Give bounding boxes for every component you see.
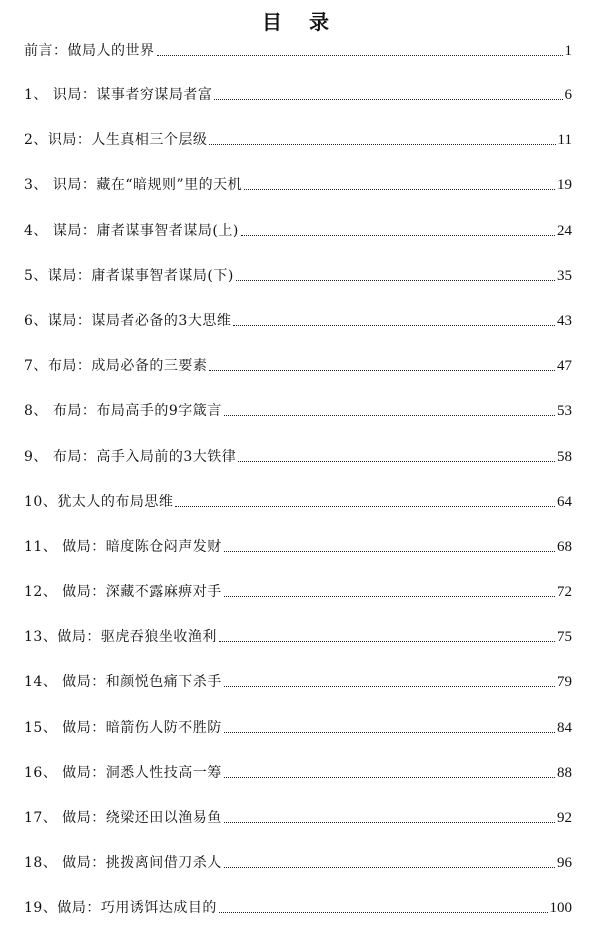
toc-entry-page: 88: [557, 764, 572, 781]
toc-entry-page: 92: [557, 810, 572, 826]
toc-leader-dots: [224, 551, 555, 552]
toc-entry: [24, 536, 572, 558]
toc-leader-dots: [224, 822, 555, 823]
toc-entry: [24, 400, 572, 422]
toc-entry-label: 11、 做局：暗度陈仓闷声发财: [24, 538, 222, 555]
toc-leader-dots: [224, 867, 555, 868]
toc-leader-dots: [175, 506, 555, 507]
toc-leader-dots: [209, 144, 555, 145]
toc-leader-dots: [224, 415, 555, 416]
toc-entry-page: 53: [557, 403, 572, 420]
toc-entry-label: 19、做局：巧用诱饵达成目的: [24, 900, 217, 917]
toc-entry-page: 19: [557, 177, 572, 194]
toc-leader-dots: [214, 99, 562, 100]
toc-entry: [24, 717, 572, 739]
toc-entry-label: 7、布局：成局必备的三要素: [24, 358, 208, 375]
toc-leader-dots: [224, 732, 555, 733]
toc-entry-label: 8、 布局：布局高手的9字箴言: [24, 403, 222, 420]
toc-entry-label: 前言：做局人的世界: [24, 43, 155, 59]
toc-entry: [24, 129, 572, 151]
toc-entry: [24, 762, 572, 784]
toc-entry-page: 64: [557, 493, 572, 510]
toc-entry: [24, 84, 572, 106]
toc-entry-page: 58: [557, 448, 572, 465]
toc-entry-page: 75: [557, 629, 572, 646]
toc-entry: [24, 220, 572, 242]
toc-entry-label: 13、做局：驱虎吞狼坐收渔利: [24, 629, 217, 646]
toc-entry-page: 11: [557, 132, 572, 149]
toc-entry: [24, 807, 572, 829]
toc-entry: [24, 626, 572, 648]
toc-entry: [24, 581, 572, 603]
toc-entry-label: 1、 识局：谋事者穷谋局者富: [24, 87, 213, 103]
toc-list: [24, 40, 572, 943]
toc-entry: [24, 852, 572, 874]
toc-entry-label: 6、谋局：谋局者必备的3大思维: [24, 312, 232, 329]
toc-entry: [24, 446, 572, 468]
toc-entry-label: 10、犹太人的布局思维: [24, 493, 174, 510]
toc-entry: [24, 40, 572, 62]
toc-entry: [24, 897, 572, 919]
toc-leader-dots: [157, 55, 563, 56]
toc-entry-label: 3、 识局：藏在“暗规则”里的天机: [24, 177, 243, 194]
toc-entry: [24, 355, 572, 377]
toc-entry-label: 2、识局：人生真相三个层级: [24, 132, 208, 149]
toc-entry-page: 43: [557, 312, 572, 329]
toc-leader-dots: [224, 777, 555, 778]
toc-entry-label: 12、 做局：深藏不露麻痹对手: [24, 584, 222, 601]
toc-leader-dots: [236, 280, 555, 281]
toc-entry-label: 14、 做局：和颜悦色痛下杀手: [24, 674, 222, 691]
toc-entry: [24, 265, 572, 287]
toc-entry-page: 79: [557, 674, 572, 691]
toc-entry-label: 18、 做局：挑拨离间借刀杀人: [24, 855, 222, 872]
toc-entry-page: 6: [564, 87, 572, 103]
toc-entry-page: 47: [557, 358, 572, 375]
toc-entry-page: 96: [557, 855, 572, 872]
toc-entry-label: 15、 做局：暗箭伤人防不胜防: [24, 719, 222, 736]
toc-entry-page: 35: [557, 267, 572, 284]
toc-leader-dots: [209, 370, 555, 371]
toc-entry-label: 9、 布局：高手入局前的3大铁律: [24, 448, 237, 465]
toc-leader-dots: [224, 686, 555, 687]
toc-leader-dots: [244, 189, 555, 190]
toc-entry-page: 68: [557, 538, 572, 555]
toc-entry: [24, 491, 572, 513]
toc-leader-dots: [224, 596, 555, 597]
toc-leader-dots: [219, 912, 548, 913]
toc-entry-page: 24: [557, 222, 572, 239]
toc-entry-label: 16、 做局：洞悉人性技高一筹: [24, 764, 222, 781]
toc-leader-dots: [219, 641, 555, 642]
toc-entry-label: 4、 谋局：庸者谋事智者谋局(上): [24, 222, 239, 239]
toc-leader-dots: [238, 461, 555, 462]
toc-entry: [24, 174, 572, 196]
toc-entry-label: 5、谋局：庸者谋事智者谋局(下): [24, 267, 234, 284]
page-title: 目 录: [262, 10, 339, 34]
toc-entry: [24, 310, 572, 332]
toc-entry-page: 100: [549, 900, 572, 917]
toc-leader-dots: [233, 325, 555, 326]
toc-entry-page: 1: [564, 43, 572, 59]
toc-entry-page: 84: [557, 719, 572, 736]
toc-leader-dots: [241, 235, 555, 236]
toc-entry: [24, 671, 572, 693]
toc-entry-label: 17、 做局：绕梁还田以渔易鱼: [24, 810, 222, 826]
toc-entry-page: 72: [557, 584, 572, 601]
